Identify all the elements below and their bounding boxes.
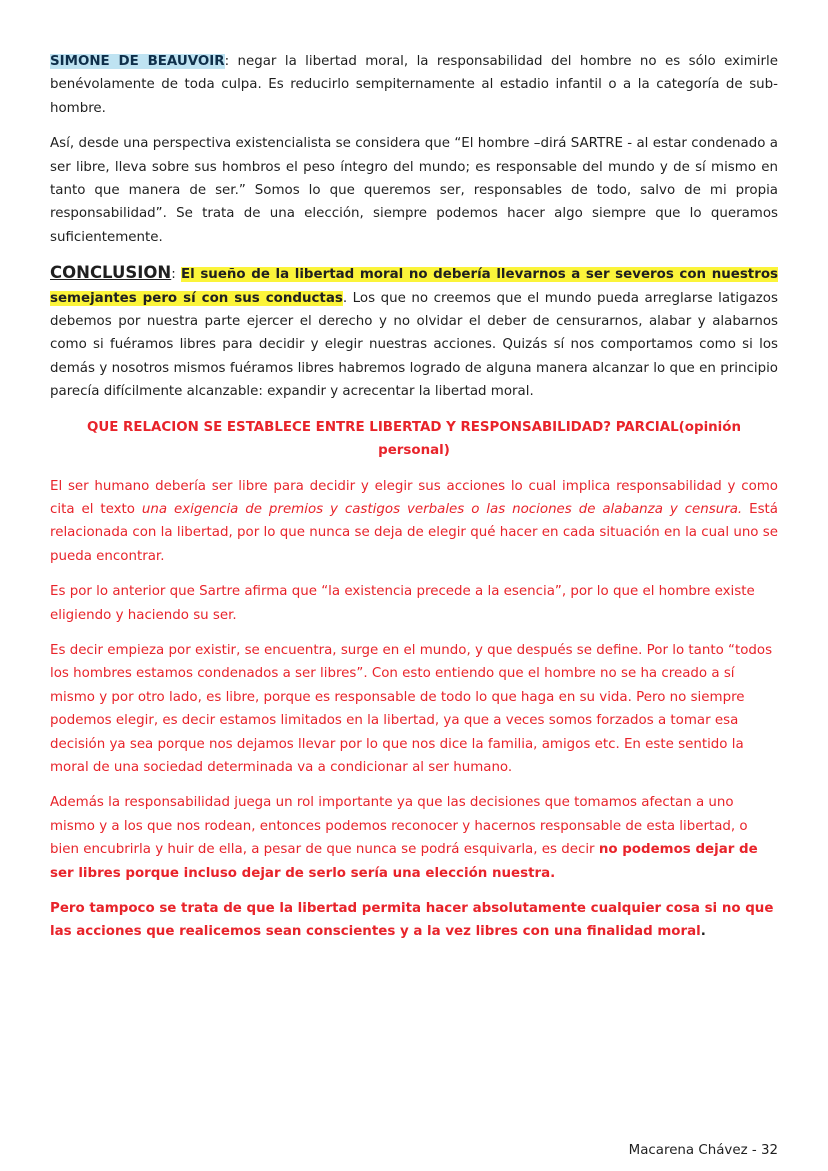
document-page — [50, 50, 778, 956]
opinion-1-quote: una exigencia de premios y castigos verbales o las nociones de alabanza y censura. — [141, 501, 743, 517]
beauvoir-label: SIMONE DE BEAUVOIR — [50, 54, 225, 69]
section-heading: QUE RELACION SE ESTABLECE ENTRE LIBERTAD Y RESPONSABILIDAD? PARCIAL(opinión personal) — [86, 419, 742, 459]
opinion-5-period: . — [700, 924, 706, 940]
opinion-paragraph-3: Es decir empieza por existir, se encuentra, surge en el mundo, y que después se define. Por lo tanto “todos los hombres estamos condenados a ser libres”. Con esto entiendo que el hombre no se ha creado a sí mismo y por otro lado, es libre, porque es responsable de todo lo que haga en su vida. Pero no siempre podemos elegir, es decir estamos limitados en la libertad, ya que a veces somos forzados a tomar esa decisión ya sea porque nos dejamos llevar por lo que nos dice la familia, amigos etc. En este sentido la moral de una sociedad determinada va a condicionar al ser humano. — [50, 642, 773, 775]
opinion-4-text: Además la responsabilidad juega un rol importante ya que las decisiones que tomamos afectan a uno mismo y a los que nos rodean, entonces podemos reconocer y hacernos responsable de esta libertad, o bien encubrirla y huir de ella, a pesar de que nunca se podrá esquivarla, es decir — [50, 795, 748, 858]
opinion-paragraph-2: Es por lo anterior que Sartre afirma que “la existencia precede a la esencia”, por lo que el hombre existe eligiendo y haciendo su ser. — [50, 584, 755, 623]
conclusion-paragraph — [50, 261, 778, 403]
opinion-1-text-b: Está relacionada con la libertad, por lo que nunca se deja de elegir qué hacer en cada situación en la cual uno se pueda encontrar. — [50, 501, 778, 564]
opinion-paragraph-1 — [50, 475, 778, 569]
conclusion-colon: : — [171, 267, 181, 283]
conclusion-label: CONCLUSION — [50, 263, 172, 283]
opinion-4-bold: no podemos dejar de ser libres porque incluso dejar de serlo sería una elección nuestra. — [50, 842, 758, 881]
opinion-paragraph-5 — [50, 897, 778, 944]
conclusion-text: . Los que no creemos que el mundo pueda arreglarse latigazos debemos por nuestra parte ejercer el derecho y no olvidar el deber de censurarnos, alabar y alabarnos como si fuéramos libres para decidir y elegir nuestras acciones. Quizás sí nos comportamos como si los demás y nosotros mismos fuéramos libres habremos logrado de alguna manera alcanzar lo que en principio parecía difícilmente alcanzable: expandir y acrecentar la libertad moral. — [50, 290, 778, 400]
opinion-1-text-a: El ser humano debería ser libre para decidir y elegir sus acciones lo cual implica responsabilidad y como cita el texto — [50, 478, 778, 517]
opinion-5-text: Pero tampoco se trata de que la libertad permita hacer absolutamente cualquier cosa si no que las acciones que realicemos sean conscientes y a la vez libres con una finalidad moral — [50, 901, 774, 940]
page-footer: Macarena Chávez - 32 — [628, 1143, 778, 1158]
beauvoir-paragraph — [50, 50, 778, 120]
conclusion-highlight: El sueño de la libertad moral no debería llevarnos a ser severos con nuestros semejantes pero sí con sus conductas — [50, 267, 778, 306]
sartre-paragraph: Así, desde una perspectiva existencialista se considera que “El hombre –dirá SARTRE - al estar condenado a ser libre, lleva sobre sus hombros el peso íntegro del mundo; es responsable del mundo y de sí mismo en tanto que manera de ser.” Somos lo que queremos ser, responsables de todo, salvo de mi propia responsabilidad”. Se trata de una elección, siempre podemos hacer algo siempre que lo queramos suficientemente. — [50, 136, 778, 245]
opinion-paragraph-4 — [50, 791, 778, 885]
beauvoir-text: : negar la libertad moral, la responsabilidad del hombre no es sólo eximirle benévolamente de toda culpa. Es reducirlo sempiternamente al estadio infantil o a la categoría de sub-hombre. — [50, 54, 778, 116]
